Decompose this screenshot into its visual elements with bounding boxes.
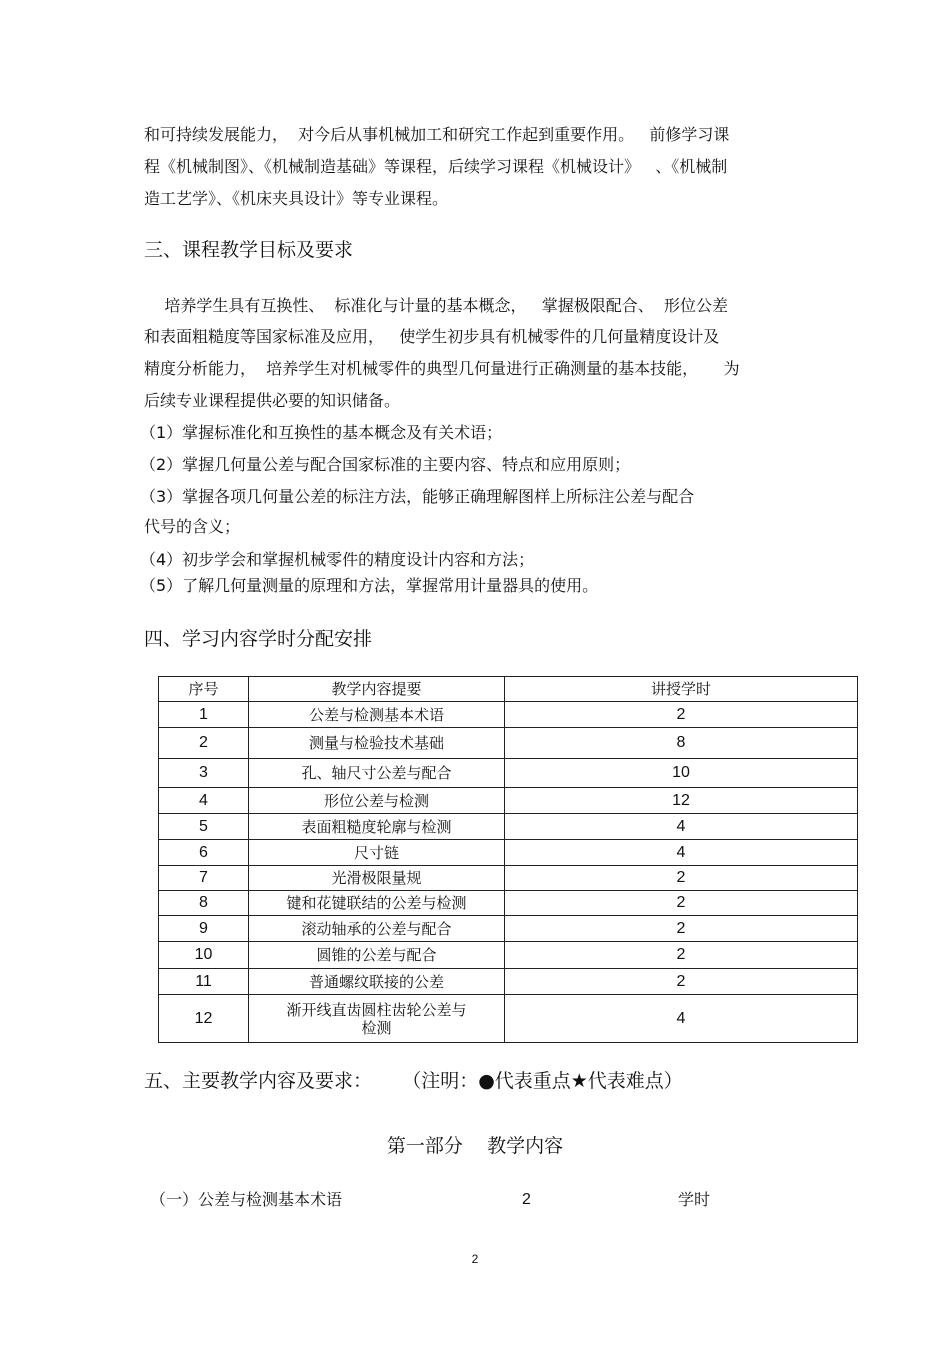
row-index: 3 xyxy=(159,759,249,788)
objective-item-3-continued: 代号的含义； xyxy=(144,517,241,536)
objective-item-1: （1）掌握标准化和互换性的基本概念及有关术语； xyxy=(140,423,503,442)
row-hours: 2 xyxy=(505,916,858,942)
section-3-heading: 三、课程教学目标及要求 xyxy=(144,239,354,261)
table-row xyxy=(159,916,858,942)
subsection-hours-unit: 学时 xyxy=(678,1190,711,1209)
row-content: 孔、轴尺寸公差与配合 xyxy=(249,759,505,788)
table-row xyxy=(159,969,858,995)
row-hours: 10 xyxy=(505,759,858,788)
row-hours: 12 xyxy=(505,788,858,814)
objective-item-5: （5）了解几何量测量的原理和方法，掌握常用计量器具的使用。 xyxy=(140,576,599,595)
table-row xyxy=(159,891,858,916)
row-content: 公差与检测基本术语 xyxy=(249,702,505,728)
subsection-title: （一）公差与检测基本术语 xyxy=(150,1190,343,1209)
row-content: 表面粗糙度轮廓与检测 xyxy=(249,814,505,840)
row-content: 圆锥的公差与配合 xyxy=(249,942,505,969)
header-hours: 讲授学时 xyxy=(505,677,858,702)
table-row xyxy=(159,759,858,788)
table-row xyxy=(159,866,858,891)
row-content: 普通螺纹联接的公差 xyxy=(249,969,505,995)
row-hours: 2 xyxy=(505,891,858,916)
part-title: 第一部分 教学内容 xyxy=(386,1135,564,1157)
row-hours: 4 xyxy=(505,840,858,866)
objective-item-3: （3）掌握各项几何量公差的标注方法，能够正确理解图样上所标注公差与配合 xyxy=(140,487,695,506)
row-hours: 8 xyxy=(505,728,858,759)
row-index: 7 xyxy=(159,866,249,891)
row-index: 10 xyxy=(159,942,249,969)
row-hours: 4 xyxy=(505,995,858,1043)
header-content: 教学内容提要 xyxy=(249,677,505,702)
row-index: 2 xyxy=(159,728,249,759)
table-header-row xyxy=(159,677,858,702)
row-content: 尺寸链 xyxy=(249,840,505,866)
objective-item-2: （2）掌握几何量公差与配合国家标准的主要内容、特点和应用原则； xyxy=(140,455,631,474)
table-row xyxy=(159,702,858,728)
row-hours: 2 xyxy=(505,866,858,891)
row-hours: 2 xyxy=(505,942,858,969)
table-row xyxy=(159,788,858,814)
row-hours: 2 xyxy=(505,702,858,728)
table-row xyxy=(159,814,858,840)
section-3-paragraph-line-3: 精度分析能力， 培养学生对机械零件的典型几何量进行正确测量的基本技能， 为 xyxy=(144,359,740,378)
intro-line-2: 程《机械制图》、《机械制造基础》等课程，后续学习课程《机械设计》 、《机械制 xyxy=(144,157,728,176)
page-number: 2 xyxy=(471,1252,479,1266)
row-content: 键和花键联结的公差与检测 xyxy=(249,891,505,916)
intro-line-3: 造工艺学》、《机床夹具设计》等专业课程。 xyxy=(144,189,449,208)
row-index: 6 xyxy=(159,840,249,866)
header-index: 序号 xyxy=(159,677,249,702)
row-index: 11 xyxy=(159,969,249,995)
table-row xyxy=(159,942,858,969)
section-5-heading: 五、主要教学内容及要求： （注明：●代表重点★代表难点） xyxy=(144,1070,683,1092)
row-hours: 2 xyxy=(505,969,858,995)
row-content xyxy=(249,995,505,1043)
row-content: 光滑极限量规 xyxy=(249,866,505,891)
row-content: 形位公差与检测 xyxy=(249,788,505,814)
row-content: 滚动轴承的公差与配合 xyxy=(249,916,505,942)
row-index: 12 xyxy=(159,995,249,1043)
objective-item-4: （4）初步学会和掌握机械零件的精度设计内容和方法； xyxy=(140,550,535,569)
section-3-paragraph-line-1: 培养学生具有互换性、 标准化与计量的基本概念， 掌握极限配合、 形位公差 xyxy=(144,296,728,315)
table-row xyxy=(159,995,858,1043)
section-3-paragraph-line-4: 后续专业课程提供必要的知识储备。 xyxy=(144,391,401,410)
row-content-line-2: 检测 xyxy=(361,1018,392,1037)
row-content: 测量与检验技术基础 xyxy=(249,728,505,759)
hours-table xyxy=(158,676,858,1043)
section-4-heading: 四、学习内容学时分配安排 xyxy=(144,628,373,650)
row-index: 4 xyxy=(159,788,249,814)
row-hours: 4 xyxy=(505,814,858,840)
row-content-line-1: 渐开线直齿圆柱齿轮公差与 xyxy=(286,1000,467,1019)
row-index: 5 xyxy=(159,814,249,840)
intro-line-1: 和可持续发展能力， 对今后从事机械加工和研究工作起到重要作用。 前修学习课 xyxy=(144,125,730,144)
row-index: 1 xyxy=(159,702,249,728)
section-3-paragraph-line-2: 和表面粗糙度等国家标准及应用， 使学生初步具有机械零件的几何量精度设计及 xyxy=(144,327,720,346)
row-index: 8 xyxy=(159,891,249,916)
subsection-hours: 2 xyxy=(522,1191,531,1208)
table-row xyxy=(159,728,858,759)
row-index: 9 xyxy=(159,916,249,942)
table-row xyxy=(159,840,858,866)
